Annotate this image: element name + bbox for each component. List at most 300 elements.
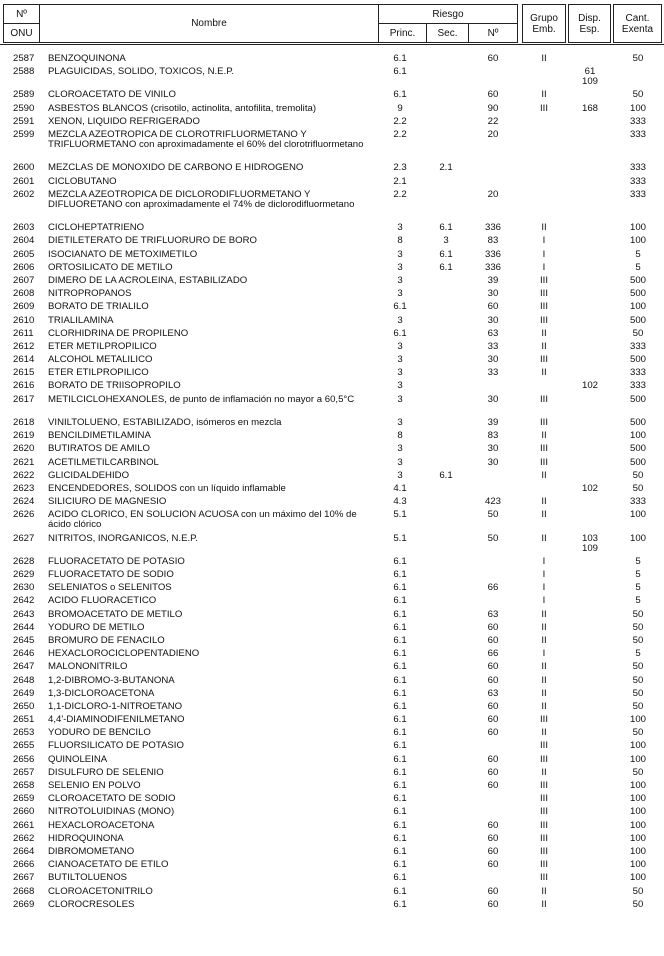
riesgo-principal: 2.1 xyxy=(393,175,407,187)
substance-name: CICLOBUTANO xyxy=(48,175,117,187)
table-row xyxy=(0,900,664,913)
grupo-embalaje: I xyxy=(542,595,546,607)
cantidad-exenta: 333 xyxy=(629,188,646,200)
grupo-embalaje: II xyxy=(541,340,547,352)
substance-name: CLOROACETATO DE VINILO xyxy=(48,89,176,101)
table-row xyxy=(0,395,664,418)
grupo-embalaje: I xyxy=(542,555,546,567)
substance-name: CIANOACETATO DE ETILO xyxy=(48,859,169,871)
substance-name: BROMOACETATO DE METILO xyxy=(48,608,183,620)
cantidad-exenta: 333 xyxy=(629,380,646,392)
grupo-embalaje: III xyxy=(540,740,548,752)
onu-number: 2610 xyxy=(13,314,35,326)
riesgo-numero: 33 xyxy=(487,367,499,379)
riesgo-numero: 60 xyxy=(487,753,499,765)
riesgo-principal: 3 xyxy=(397,367,403,379)
onu-number: 2615 xyxy=(13,367,35,379)
grupo-embalaje: II xyxy=(541,509,547,521)
grupo-embalaje: III xyxy=(540,819,548,831)
grupo-embalaje: III xyxy=(540,393,548,405)
riesgo-principal: 3 xyxy=(397,354,403,366)
grupo-embalaje: III xyxy=(540,288,548,300)
riesgo-principal: 3 xyxy=(397,456,403,468)
onu-number: 2620 xyxy=(13,443,35,455)
cantidad-exenta: 50 xyxy=(632,898,644,910)
onu-number: 2609 xyxy=(13,301,35,313)
riesgo-secundario: 2.1 xyxy=(439,162,453,174)
cantidad-exenta: 5 xyxy=(635,582,641,594)
table-row xyxy=(0,236,664,249)
table-row xyxy=(0,676,664,689)
header-nro-cell xyxy=(3,4,40,24)
table-row xyxy=(0,596,664,609)
table-row xyxy=(0,873,664,886)
table-row xyxy=(0,163,664,176)
grupo-embalaje: III xyxy=(540,354,548,366)
cantidad-exenta: 50 xyxy=(632,608,644,620)
grupo-embalaje: II xyxy=(541,222,547,234)
riesgo-principal: 2.2 xyxy=(393,115,407,127)
disposicion-especial: 102 xyxy=(581,380,598,392)
header-cant-cell xyxy=(613,4,662,43)
substance-name: ACIDO FLUORACETICO xyxy=(48,595,157,607)
onu-number: 2588 xyxy=(13,66,35,78)
riesgo-principal: 3 xyxy=(397,393,403,405)
riesgo-principal: 3 xyxy=(397,340,403,352)
grupo-embalaje: II xyxy=(541,608,547,620)
riesgo-principal: 6.1 xyxy=(393,661,407,673)
cantidad-exenta: 333 xyxy=(629,175,646,187)
riesgo-principal: 6.1 xyxy=(393,832,407,844)
riesgo-principal: 2.2 xyxy=(393,129,407,141)
onu-number: 2661 xyxy=(13,819,35,831)
cantidad-exenta: 500 xyxy=(629,274,646,286)
riesgo-numero: 30 xyxy=(487,393,499,405)
grupo-embalaje: II xyxy=(541,469,547,481)
substance-name: HEXACLOROCICLOPENTADIENO xyxy=(48,648,200,660)
onu-number: 2612 xyxy=(13,340,35,352)
riesgo-numero: 30 xyxy=(487,354,499,366)
onu-number: 2646 xyxy=(13,648,35,660)
table-row xyxy=(0,689,664,702)
substance-name: ACETILMETILCARBINOL xyxy=(48,456,159,468)
onu-number: 2603 xyxy=(13,222,35,234)
table-row xyxy=(0,250,664,263)
table-row xyxy=(0,444,664,457)
riesgo-numero: 60 xyxy=(487,898,499,910)
onu-number: 2605 xyxy=(13,248,35,260)
substance-name: BORATO DE TRIISOPROPILO xyxy=(48,380,181,392)
riesgo-numero: 60 xyxy=(487,661,499,673)
grupo-embalaje: III xyxy=(540,314,548,326)
riesgo-principal: 8 xyxy=(397,430,403,442)
table-row xyxy=(0,741,664,754)
header-nombre-cell xyxy=(39,4,379,43)
table-row xyxy=(0,610,664,623)
grupo-embalaje: II xyxy=(541,766,547,778)
substance-name: CLOROCRESOLES xyxy=(48,898,135,910)
grupo-embalaje: II xyxy=(541,621,547,633)
onu-number: 2617 xyxy=(13,393,35,405)
cantidad-exenta: 50 xyxy=(632,89,644,101)
onu-number: 2669 xyxy=(13,898,35,910)
onu-number: 2651 xyxy=(13,714,35,726)
riesgo-principal: 6.1 xyxy=(393,555,407,567)
riesgo-principal: 6.1 xyxy=(393,569,407,581)
grupo-embalaje: II xyxy=(541,687,547,699)
riesgo-principal: 4.3 xyxy=(393,496,407,508)
grupo-embalaje: III xyxy=(540,416,548,428)
grupo-embalaje: II xyxy=(541,898,547,910)
substance-name: VINILTOLUENO, ESTABILIZADO, isómeros en mezcla xyxy=(48,416,282,428)
riesgo-principal: 6.1 xyxy=(393,301,407,313)
onu-number: 2604 xyxy=(13,235,35,247)
table-row xyxy=(0,887,664,900)
substance-name: SELENIATOS o SELENITOS xyxy=(48,582,172,594)
table-row xyxy=(0,662,664,675)
riesgo-numero: 60 xyxy=(487,845,499,857)
header-riesgo-cell xyxy=(378,4,518,24)
grupo-embalaje: III xyxy=(540,753,548,765)
riesgo-principal: 6.1 xyxy=(393,872,407,884)
cantidad-exenta: 333 xyxy=(629,115,646,127)
riesgo-principal: 6.1 xyxy=(393,53,407,64)
onu-number: 2649 xyxy=(13,687,35,699)
cantidad-exenta: 100 xyxy=(629,102,646,114)
cantidad-exenta: 100 xyxy=(629,301,646,313)
grupo-embalaje: II xyxy=(541,634,547,646)
onu-number: 2587 xyxy=(13,53,35,64)
riesgo-secundario: 6.1 xyxy=(439,222,453,234)
header-nombre: Nombre xyxy=(191,18,227,29)
substance-name: ETER METILPROPILICO xyxy=(48,340,157,352)
disposicion-especial: 102 xyxy=(581,482,598,494)
riesgo-numero: 20 xyxy=(487,188,499,200)
riesgo-numero: 60 xyxy=(487,819,499,831)
substance-name: QUINOLEINA xyxy=(48,753,108,765)
substance-name: HIDROQUINONA xyxy=(48,832,124,844)
riesgo-principal: 6.1 xyxy=(393,859,407,871)
onu-number: 2599 xyxy=(13,129,35,141)
riesgo-principal: 4.1 xyxy=(393,482,407,494)
onu-number: 2656 xyxy=(13,753,35,765)
riesgo-secundario: 6.1 xyxy=(439,261,453,273)
riesgo-principal: 6.1 xyxy=(393,648,407,660)
riesgo-numero: 60 xyxy=(487,700,499,712)
riesgo-numero: 66 xyxy=(487,648,499,660)
header-onu: ONU xyxy=(10,27,33,39)
onu-number: 2657 xyxy=(13,766,35,778)
cantidad-exenta: 500 xyxy=(629,456,646,468)
grupo-embalaje: III xyxy=(540,832,548,844)
riesgo-secundario: 6.1 xyxy=(439,469,453,481)
substance-name: FLUORSILICATO DE POTASIO xyxy=(48,740,184,752)
riesgo-principal: 6.1 xyxy=(393,780,407,792)
cantidad-exenta: 333 xyxy=(629,129,646,141)
header-sec: Sec. xyxy=(437,27,458,39)
grupo-embalaje: I xyxy=(542,248,546,260)
disposicion-especial: 103 109 xyxy=(581,532,598,554)
header-disp: Disp. xyxy=(578,12,601,24)
riesgo-principal: 6.1 xyxy=(393,595,407,607)
cantidad-exenta: 50 xyxy=(632,727,644,739)
table-row xyxy=(0,67,664,90)
header-underline xyxy=(0,44,664,45)
grupo-embalaje: II xyxy=(541,661,547,673)
substance-name: 1,1-DICLORO-1-NITROETANO xyxy=(48,700,183,712)
substance-name: YODURO DE BENCILO xyxy=(48,727,151,739)
header-princ: Princ. xyxy=(389,27,416,39)
riesgo-numero: 336 xyxy=(484,248,501,260)
substance-name: DIBROMOMETANO xyxy=(48,845,135,857)
header-princ-cell xyxy=(378,23,427,43)
header-grupo: Grupo xyxy=(530,12,558,24)
substance-name: ORTOSILICATO DE METILO xyxy=(48,261,173,273)
cantidad-exenta: 333 xyxy=(629,496,646,508)
header-grupo-cell xyxy=(522,4,566,43)
grupo-embalaje: I xyxy=(542,235,546,247)
riesgo-principal: 3 xyxy=(397,288,403,300)
cantidad-exenta: 100 xyxy=(629,819,646,831)
cantidad-exenta: 50 xyxy=(632,621,644,633)
cantidad-exenta: 5 xyxy=(635,569,641,581)
riesgo-numero: 60 xyxy=(487,885,499,897)
riesgo-secundario: 6.1 xyxy=(439,248,453,260)
riesgo-numero: 30 xyxy=(487,288,499,300)
onu-number: 2608 xyxy=(13,288,35,300)
table-row xyxy=(0,130,664,163)
header-sec-cell xyxy=(426,23,469,43)
grupo-embalaje: II xyxy=(541,532,547,544)
header-nro: Nº xyxy=(16,8,27,20)
riesgo-numero: 60 xyxy=(487,89,499,101)
riesgo-numero: 90 xyxy=(487,102,499,114)
onu-number: 2601 xyxy=(13,175,35,187)
riesgo-principal: 3 xyxy=(397,222,403,234)
riesgo-principal: 3 xyxy=(397,443,403,455)
substance-name: SILICIURO DE MAGNESIO xyxy=(48,496,167,508)
cantidad-exenta: 5 xyxy=(635,648,641,660)
grupo-embalaje: II xyxy=(541,885,547,897)
riesgo-principal: 3 xyxy=(397,314,403,326)
onu-number: 2590 xyxy=(13,102,35,114)
onu-number: 2653 xyxy=(13,727,35,739)
substance-name: PLAGUICIDAS, SOLIDO, TOXICOS, N.E.P. xyxy=(48,66,235,78)
cantidad-exenta: 500 xyxy=(629,354,646,366)
table-row xyxy=(0,534,664,557)
cantidad-exenta: 50 xyxy=(632,634,644,646)
riesgo-numero: 63 xyxy=(487,327,499,339)
riesgo-principal: 6.1 xyxy=(393,753,407,765)
riesgo-principal: 6.1 xyxy=(393,766,407,778)
substance-name: XENON, LIQUIDO REFRIGERADO xyxy=(48,115,200,127)
onu-number: 2648 xyxy=(13,674,35,686)
onu-number: 2662 xyxy=(13,832,35,844)
cantidad-exenta: 50 xyxy=(632,661,644,673)
cantidad-exenta: 100 xyxy=(629,806,646,818)
table-row xyxy=(0,458,664,471)
cantidad-exenta: 50 xyxy=(632,766,644,778)
cantidad-exenta: 100 xyxy=(629,845,646,857)
riesgo-numero: 22 xyxy=(487,115,499,127)
riesgo-principal: 3 xyxy=(397,261,403,273)
riesgo-numero: 60 xyxy=(487,621,499,633)
cantidad-exenta: 50 xyxy=(632,674,644,686)
riesgo-numero: 33 xyxy=(487,340,499,352)
cantidad-exenta: 333 xyxy=(629,162,646,174)
substance-name: DIMERO DE LA ACROLEINA, ESTABILIZADO xyxy=(48,274,248,286)
riesgo-principal: 2.2 xyxy=(393,188,407,200)
riesgo-numero: 30 xyxy=(487,456,499,468)
onu-number: 2645 xyxy=(13,634,35,646)
header-disp-cell xyxy=(568,4,611,43)
cantidad-exenta: 500 xyxy=(629,288,646,300)
substance-name: HEXACLOROACETONA xyxy=(48,819,155,831)
onu-number: 2643 xyxy=(13,608,35,620)
riesgo-principal: 5.1 xyxy=(393,509,407,521)
table-row xyxy=(0,623,664,636)
riesgo-principal: 6.1 xyxy=(393,700,407,712)
onu-number: 2611 xyxy=(13,327,34,339)
onu-number: 2658 xyxy=(13,780,35,792)
table-row xyxy=(0,316,664,329)
grupo-embalaje: II xyxy=(541,496,547,508)
cantidad-exenta: 100 xyxy=(629,222,646,234)
riesgo-principal: 5.1 xyxy=(393,532,407,544)
table-row xyxy=(0,471,664,484)
cantidad-exenta: 50 xyxy=(632,700,644,712)
cantidad-exenta: 100 xyxy=(629,780,646,792)
substance-name: CLORHIDRINA DE PROPILENO xyxy=(48,327,189,339)
riesgo-principal: 6.1 xyxy=(393,582,407,594)
grupo-embalaje: II xyxy=(541,53,547,64)
table-row xyxy=(0,807,664,820)
cantidad-exenta: 500 xyxy=(629,314,646,326)
riesgo-numero: 423 xyxy=(484,496,501,508)
table-row xyxy=(0,821,664,834)
cantidad-exenta: 100 xyxy=(629,859,646,871)
header-no: Nº xyxy=(487,27,499,39)
header-emb: Emb. xyxy=(532,23,556,35)
header-riesgo: Riesgo xyxy=(432,8,464,20)
substance-name: BENZOQUINONA xyxy=(48,53,126,64)
onu-number: 2591 xyxy=(13,115,35,127)
cantidad-exenta: 100 xyxy=(629,832,646,844)
riesgo-principal: 9 xyxy=(397,102,403,114)
riesgo-numero: 60 xyxy=(487,727,499,739)
substance-name: ALCOHOL METALILICO xyxy=(48,354,153,366)
header-cant: Cant. xyxy=(625,12,650,24)
riesgo-principal: 6.1 xyxy=(393,621,407,633)
cantidad-exenta: 50 xyxy=(632,469,644,481)
riesgo-principal: 3 xyxy=(397,380,403,392)
substance-name: FLUORACETATO DE SODIO xyxy=(48,569,174,581)
grupo-embalaje: II xyxy=(541,674,547,686)
onu-number: 2616 xyxy=(13,380,35,392)
riesgo-numero: 336 xyxy=(484,261,501,273)
onu-number: 2621 xyxy=(13,456,35,468)
riesgo-principal: 3 xyxy=(397,469,403,481)
grupo-embalaje: II xyxy=(541,430,547,442)
grupo-embalaje: I xyxy=(542,648,546,660)
riesgo-numero: 60 xyxy=(487,714,499,726)
riesgo-numero: 39 xyxy=(487,416,499,428)
onu-number: 2666 xyxy=(13,859,35,871)
riesgo-numero: 60 xyxy=(487,859,499,871)
onu-number: 2607 xyxy=(13,274,35,286)
riesgo-numero: 60 xyxy=(487,53,499,64)
riesgo-principal: 6.1 xyxy=(393,687,407,699)
header-esp: Esp. xyxy=(579,23,600,35)
grupo-embalaje: III xyxy=(540,780,548,792)
cantidad-exenta: 100 xyxy=(629,430,646,442)
substance-name: NITROTOLUIDINAS (MONO) xyxy=(48,806,175,818)
onu-number: 2644 xyxy=(13,621,35,633)
riesgo-principal: 6.1 xyxy=(393,793,407,805)
cantidad-exenta: 500 xyxy=(629,416,646,428)
riesgo-numero: 60 xyxy=(487,634,499,646)
riesgo-numero: 60 xyxy=(487,674,499,686)
substance-name: DISULFURO DE SELENIO xyxy=(48,766,164,778)
cantidad-exenta: 500 xyxy=(629,393,646,405)
table-row xyxy=(0,755,664,768)
riesgo-principal: 6.1 xyxy=(393,898,407,910)
cantidad-exenta: 100 xyxy=(629,714,646,726)
substance-name: NITRITOS, INORGANICOS, N.E.P. xyxy=(48,532,198,544)
cantidad-exenta: 5 xyxy=(635,555,641,567)
onu-number: 2660 xyxy=(13,806,35,818)
substance-name: MEZCLAS DE MONOXIDO DE CARBONO E HIDROGENO xyxy=(48,162,304,174)
riesgo-principal: 6.1 xyxy=(393,634,407,646)
riesgo-principal: 8 xyxy=(397,235,403,247)
riesgo-numero: 50 xyxy=(487,509,499,521)
table-body xyxy=(0,54,664,913)
substance-name: 1,3-DICLOROACETONA xyxy=(48,687,155,699)
riesgo-principal: 2.3 xyxy=(393,162,407,174)
disposicion-especial: 61 109 xyxy=(581,66,598,88)
grupo-embalaje: III xyxy=(540,845,548,857)
disposicion-especial: 168 xyxy=(581,102,598,114)
cantidad-exenta: 5 xyxy=(635,595,641,607)
onu-number: 2647 xyxy=(13,661,35,673)
riesgo-principal: 6.1 xyxy=(393,66,407,78)
grupo-embalaje: III xyxy=(540,274,548,286)
onu-number: 2668 xyxy=(13,885,35,897)
onu-number: 2655 xyxy=(13,740,35,752)
riesgo-numero: 83 xyxy=(487,235,499,247)
substance-name: SELENIO EN POLVO xyxy=(48,780,141,792)
substance-name: ISOCIANATO DE METOXIMETILO xyxy=(48,248,198,260)
cantidad-exenta: 100 xyxy=(629,740,646,752)
riesgo-principal: 6.1 xyxy=(393,727,407,739)
table-row xyxy=(0,190,664,223)
onu-number: 2650 xyxy=(13,700,35,712)
onu-number: 2628 xyxy=(13,555,35,567)
riesgo-numero: 30 xyxy=(487,314,499,326)
substance-name: ETER ETILPROPILICO xyxy=(48,367,149,379)
riesgo-principal: 6.1 xyxy=(393,885,407,897)
onu-number: 2589 xyxy=(13,89,35,101)
grupo-embalaje: I xyxy=(542,582,546,594)
grupo-embalaje: III xyxy=(540,859,548,871)
onu-number: 2627 xyxy=(13,532,35,544)
cantidad-exenta: 50 xyxy=(632,482,644,494)
cantidad-exenta: 5 xyxy=(635,261,641,273)
cantidad-exenta: 500 xyxy=(629,443,646,455)
substance-name: ASBESTOS BLANCOS (crisotilo, actinolita, antofilita, tremolita) xyxy=(48,102,317,114)
cantidad-exenta: 333 xyxy=(629,367,646,379)
onu-number: 2659 xyxy=(13,793,35,805)
